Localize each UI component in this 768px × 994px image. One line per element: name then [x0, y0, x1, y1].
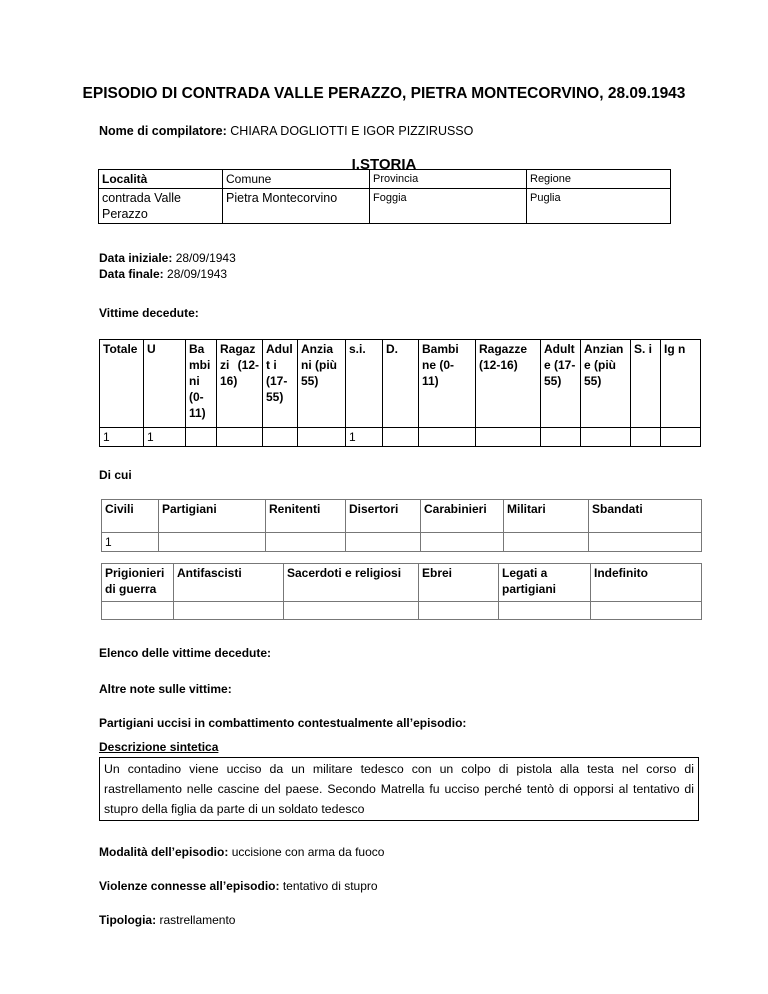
compiler-value: CHIARA DOGLIOTTI E IGOR PIZZIRUSSO — [230, 124, 474, 138]
victims-header: S. i — [631, 340, 661, 428]
header-localita: Località — [99, 170, 223, 189]
victims-label: Vittime decedute: — [99, 306, 199, 320]
victims-header: Anzian e (più 55) — [581, 340, 631, 428]
dicui-header: Sacerdoti e religiosi — [284, 564, 419, 602]
victims-value — [383, 428, 419, 447]
descrizione-label: Descrizione sintetica — [99, 740, 219, 754]
dicui-value — [284, 602, 419, 620]
end-date-label: Data finale: — [99, 267, 164, 281]
violenze-label: Violenze connesse all’episodio: — [99, 879, 280, 893]
victims-header: Adult e (17- 55) — [541, 340, 581, 428]
dicui-value — [591, 602, 702, 620]
dicui-header: Ebrei — [419, 564, 499, 602]
dates — [99, 250, 236, 282]
header-provincia: Provincia — [370, 170, 527, 189]
dicui-header: Militari — [504, 500, 589, 533]
descrizione-text: Un contadino viene ucciso da un militare tedesco con un colpo di pistola alla testa nel corso di rastrellamento nelle cascine del paese. Secondo Matrella fu ucciso perché tentò di opporsi al tentativo di stupro della figlia da parte di un soldato tedesco — [99, 757, 699, 821]
section-title: I.STORIA — [351, 156, 417, 173]
value-comune: Pietra Montecorvino — [223, 189, 370, 224]
victims-header: D. — [383, 340, 419, 428]
dicui-value — [421, 533, 504, 552]
victims-value — [217, 428, 263, 447]
victims-value — [263, 428, 298, 447]
victims-value: 1 — [144, 428, 186, 447]
header-regione: Regione — [527, 170, 671, 189]
value-localita: contrada Valle Perazzo — [99, 189, 223, 224]
victims-header: Bambi ne (0- 11) — [419, 340, 476, 428]
victims-value — [581, 428, 631, 447]
value-regione: Puglia — [527, 189, 671, 224]
dicui-value — [589, 533, 702, 552]
dicui-header: Renitenti — [266, 500, 346, 533]
victims-header: Anzia ni (più 55) — [298, 340, 346, 428]
victims-value — [541, 428, 581, 447]
dicui-value — [499, 602, 591, 620]
victims-value — [419, 428, 476, 447]
document-title: EPISODIO DI CONTRADA VALLE PERAZZO, PIETRA MONTECORVINO, 28.09.1943 — [82, 85, 686, 102]
victims-value: 1 — [100, 428, 144, 447]
dicui-value — [266, 533, 346, 552]
start-date-label: Data iniziale: — [99, 251, 173, 265]
victims-header: U — [144, 340, 186, 428]
dicui-value — [159, 533, 266, 552]
tipologia-label: Tipologia: — [99, 913, 157, 927]
location-table — [98, 169, 671, 224]
victims-value — [186, 428, 217, 447]
victims-value — [661, 428, 701, 447]
victims-header: Ba mbi ni (0- 11) — [186, 340, 217, 428]
violenze-line — [99, 879, 378, 894]
victims-table — [99, 339, 701, 447]
victims-header: Ig n — [661, 340, 701, 428]
modalita-line — [99, 845, 384, 860]
modalita-label: Modalità dell’episodio: — [99, 845, 229, 859]
header-comune: Comune — [223, 170, 370, 189]
dicui-header: Sbandati — [589, 500, 702, 533]
end-date: 28/09/1943 — [167, 267, 228, 281]
value-provincia: Foggia — [370, 189, 527, 224]
tipologia-value: rastrellamento — [159, 913, 236, 927]
dicui-header: Carabinieri — [421, 500, 504, 533]
dicui-value — [419, 602, 499, 620]
tipologia-line — [99, 913, 235, 928]
victims-value-row — [100, 428, 701, 447]
dicui-value — [174, 602, 284, 620]
victims-header: Adult i (17- 55) — [263, 340, 298, 428]
dicui-label: Di cui — [99, 468, 132, 482]
dicui-header: Partigiani — [159, 500, 266, 533]
dicui-table-2 — [101, 563, 702, 620]
dicui-header: Disertori — [346, 500, 421, 533]
start-date: 28/09/1943 — [175, 251, 236, 265]
dicui-header: Antifascisti — [174, 564, 284, 602]
victims-header: Totale — [100, 340, 144, 428]
victims-value: 1 — [346, 428, 383, 447]
victims-value — [631, 428, 661, 447]
elenco-label: Elenco delle vittime decedute: — [99, 646, 272, 660]
partigiani-label: Partigiani uccisi in combattimento contestualmente all’episodio: — [99, 716, 467, 730]
victims-header-row — [100, 340, 701, 428]
dicui-header: Legati a partigiani — [499, 564, 591, 602]
victims-header: Ragazze (12-16) — [476, 340, 541, 428]
compiler-label: Nome di compilatore: — [99, 124, 227, 138]
dicui-header: Indefinito — [591, 564, 702, 602]
victims-value — [298, 428, 346, 447]
compiler-line — [99, 124, 473, 139]
dicui-value: 1 — [102, 533, 159, 552]
altre-note-label: Altre note sulle vittime: — [99, 682, 232, 696]
victims-value — [476, 428, 541, 447]
dicui-value — [102, 602, 174, 620]
violenze-value: tentativo di stupro — [282, 879, 378, 893]
dicui-header: Civili — [102, 500, 159, 533]
victims-header: s.i. — [346, 340, 383, 428]
dicui-table-1 — [101, 499, 702, 552]
modalita-value: uccisione con arma da fuoco — [231, 845, 385, 859]
victims-header: Ragaz zi (12- 16) — [217, 340, 263, 428]
dicui-value — [504, 533, 589, 552]
dicui-header: Prigionieri di guerra — [102, 564, 174, 602]
dicui-value — [346, 533, 421, 552]
